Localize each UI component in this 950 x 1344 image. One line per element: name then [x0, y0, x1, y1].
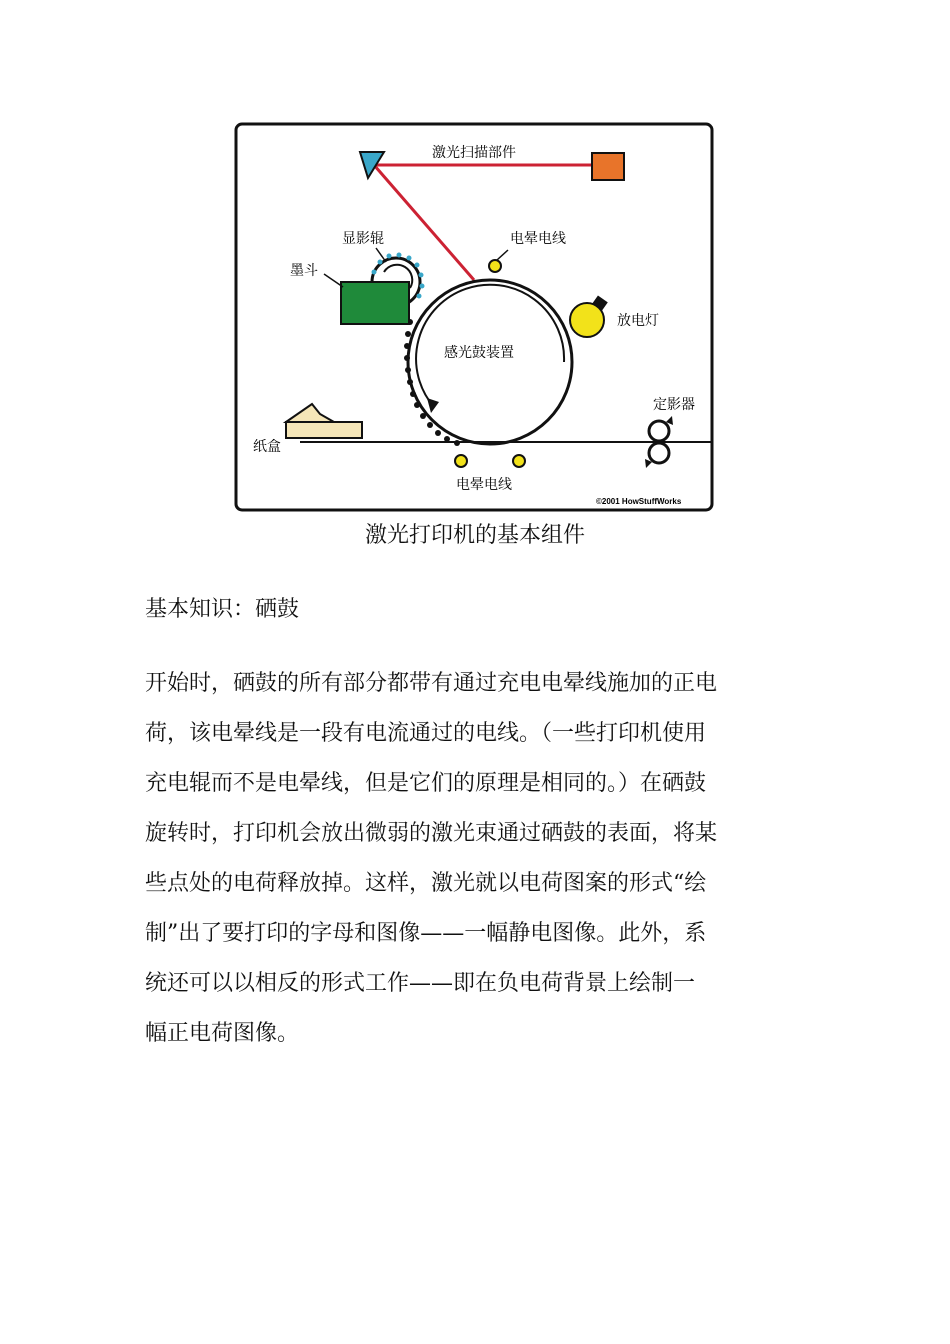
label-drum: 感光鼓装置 [444, 345, 514, 361]
label-fuser: 定影器 [653, 397, 695, 413]
label-toner-hopper: 墨斗 [290, 263, 318, 279]
corona-wire-bottom-right-icon [513, 455, 525, 467]
label-corona-wire-bottom: 电晕电线 [456, 477, 512, 493]
paragraph-line: 些点处的电荷释放掉。这样，激光就以电荷图案的形式“绘 [145, 871, 707, 896]
paragraph-line: 制”出了要打印的字母和图像——一幅静电图像。此外，系 [145, 921, 707, 946]
body-paragraph [145, 666, 825, 1066]
label-corona-wire-top: 电晕电线 [510, 231, 566, 247]
paragraph-line: 开始时，硒鼓的所有部分都带有通过充电电晕线施加的正电 [145, 671, 718, 696]
paragraph-line: 旋转时，打印机会放出微弱的激光束通过硒鼓的表面，将某 [145, 821, 718, 846]
section-heading: 基本知识：硒鼓 [145, 597, 300, 622]
paragraph-line: 统还可以以相反的形式工作——即在负电荷背景上绘制一 [145, 971, 696, 996]
figure-caption: 激光打印机的基本组件 [364, 523, 585, 548]
corona-wire-bottom-left-icon [455, 455, 467, 467]
diagram-copyright: ©2001 HowStuffWorks [596, 497, 682, 506]
paper-tray-icon [286, 422, 362, 438]
label-laser-scanner: 激光扫描部件 [432, 145, 516, 161]
laser-source-icon [592, 153, 624, 180]
paragraph-line: 荷，该电晕线是一段有电流通过的电线。（一些打印机使用 [145, 721, 707, 746]
drum-circle [408, 280, 572, 444]
label-developer-roller: 显影辊 [342, 231, 384, 247]
corona-wire-top-icon [489, 260, 501, 272]
paragraph-line: 充电辊而不是电晕线，但是它们的原理是相同的。）在硒鼓 [145, 771, 707, 796]
label-paper-tray: 纸盒 [253, 439, 281, 455]
toner-hopper-icon [341, 282, 409, 324]
laser-printer-figure [234, 122, 714, 512]
paragraph-line: 幅正电荷图像。 [145, 1021, 300, 1046]
label-discharge-lamp: 放电灯 [617, 313, 659, 329]
